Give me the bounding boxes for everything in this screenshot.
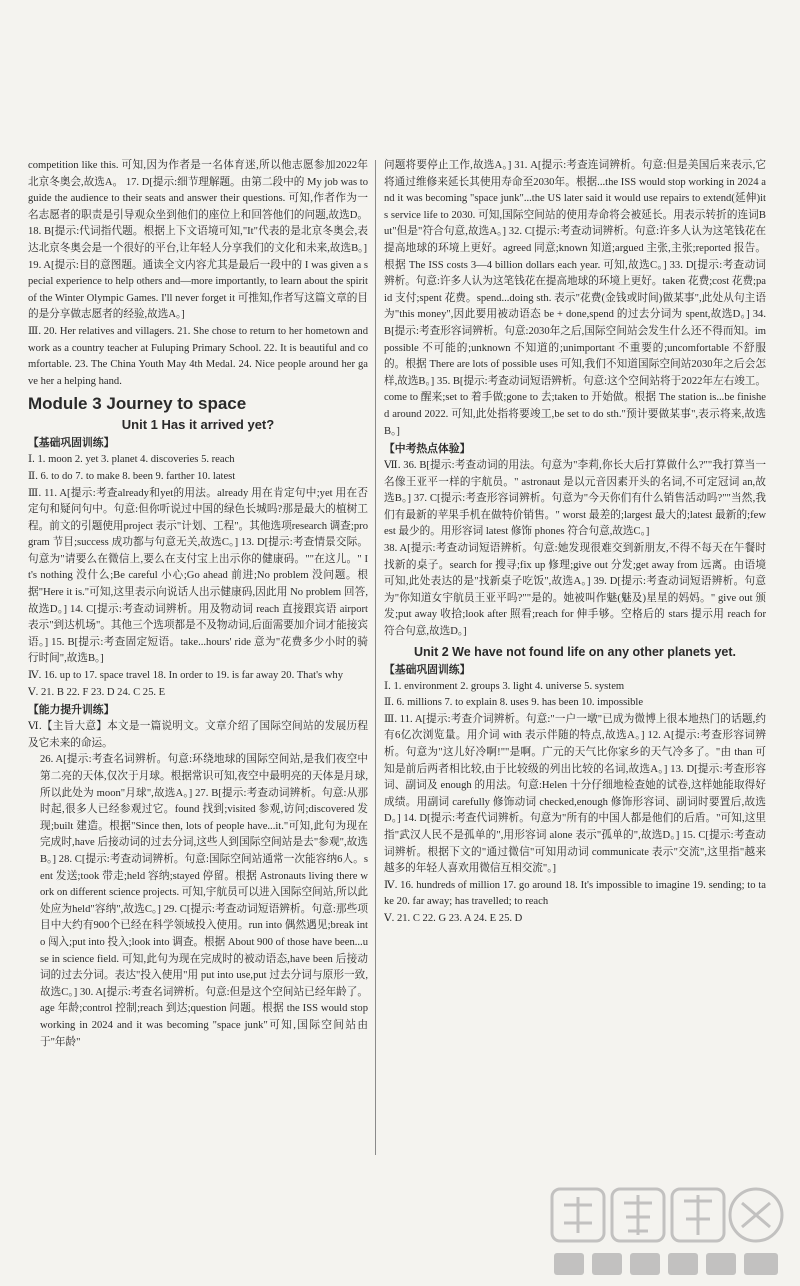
answer-paragraph: competition like this. 可知,因为作者是一名体育迷,所以他志愿参加2022年北京冬奥会,故选A。 17. D[提示:细节理解题。由第二段中的 My job was to guide the audience to their seats and answer their questions. 可知,作者作为一名志愿者的职责是引导观众坐到他们的座位上和回答他们的问题,故选D。 18. B[提示:代词指代题。根据上下文语境可知,"It"代表的是北京冬奥会,表达北京冬奥会是一个很好的平台,让年轻人分享我们的文化和未来,故选B。] bbox=[28, 160, 368, 254]
unit-heading: Unit 1 Has it arrived yet? bbox=[121, 417, 275, 433]
answer-paragraph: Ⅳ. 16. up to 17. space travel 18. In order to 19. is far away 20. That's why bbox=[28, 670, 344, 682]
answer-paragraph: Ⅴ. 21. B 22. F 23. D 24. C 25. E bbox=[28, 686, 166, 698]
answer-paragraph: Ⅶ. 36. B[提示:考查动词的用法。句意为"李莉,你长大后打算做什么?""我打算当一名像王亚平一样的宇航员。" astronaut 是以元音因素开头的名词,不可定冠词 an,故选B。] 37. C[提示:考查形容词辨析。句意为"今天你们有什么销售活动吗?""当然,我们有最新的苹果手机在做特价销售。" worst 最差的;largest 最大的;latest 最新的;fewest 最少的。用形容词 latest 修饰 phones 符合句意,故选C。] bbox=[384, 460, 766, 538]
answer-paragraph: Ⅰ. 1. environment 2. groups 3. light 4. universe 5. system bbox=[384, 680, 625, 692]
answer-paragraph: Ⅲ. 11. A[提示:考查介词辨析。句意:"一户一墩"已成为微博上很本地热门的话题,约有6亿次浏览量。用介词 with 表示伴随的特点,故选A。] 12. A[提示:考查形容词辨析。句意为"这儿好冷啊!""是啊。广元的天气比你家乡的天气冷多了。"由 than 可知是前后两者相比较,由于比较级的列出比较的名词,故选A。] 13. D[提示:考查形容词、副词及 enough 的用法。句意:Helen 十分仔细地检查她的试卷,这样她能取得好成绩。用副词 carefully 修饰动词 checked,enough 修饰形容词、副词时要置后,故选D。] 14. D[提示:考查代词辨析。句意为"所有的中国人都是他们的后盾。"可知,这里指"武汉人民不是孤单的",用形容词 alone 表示"孤单的",故选D。] 15. C[提示:考查动词辨析。根据下文的"通过微信"可知用动词 communicate 表示"交流",这里指"越来越多的年轻人喜欢用微信互相交流"。] bbox=[384, 713, 766, 875]
answer-paragraph: Ⅴ. 21. C 22. G 23. A 24. E 25. D bbox=[384, 912, 523, 924]
module-heading: Module 3 Journey to space bbox=[28, 394, 247, 414]
answer-paragraph: 38. A[提示:考查动词短语辨析。句意:她发现很难交到新朋友,不得不每天在午餐时找新的桌子。search for 搜寻;fix up 修理;give out 分发;get away from 远离。由语境可知,此处表达的是"找新桌子吃饭",故选A。] 39. D[提示:考查动词短语辨析。句意为"你知道女宇航员王亚平吗?""是的。她被叫作魅(魅及)星星的妈妈。" give out 颁发;put away 收拾;look after 照看;reach for 伸手够。空格后的 stars 提示用 reach for 符合句意,故选D。] bbox=[384, 543, 766, 638]
watermark-logo-graphic bbox=[546, 1183, 786, 1281]
right-column bbox=[384, 158, 766, 1153]
section-label: 【能力提升训练】 bbox=[28, 704, 115, 717]
section-label: 【中考热点体验】 bbox=[384, 443, 471, 456]
column-divider bbox=[375, 160, 376, 1155]
answer-paragraph: 26. A[提示:考查名词辨析。句意:环绕地球的国际空间站,是我们夜空中第二亮的天体,仅次于月球。根据常识可知,夜空中最明亮的天体是月球,所以此处为 moon"月球",故选A。] 27. B[提示:考查动词辨析。句意:从那时起,很多人已经参观过它。found 找到;visited 参观,访问;discovered 发现;built 建造。根据"Since then, lots of people have...it."可知,此句为现在完成时,have 后接动词的过去分词,这些人到国际空间站是去"参观",故选B。] 28. C[提示:考查动词辨析。句意:国际空间站通常一次能容纳6人。sent 发送;took 带走;held 容纳;stayed 停留。根据 Astronauts living there work on different science projects. 可知,宇航员可以进入国际空间站,所以此处应为held"容纳",故选C。] 29. C[提示:考查动词短语辨析。句意:那些项目中大约有900个已经在科学领域投入使用。run into 偶然遇见;break into 闯入;put into 投入;look into 调查。根据 About 900 of those have been...use in science field. 可知,此句为现在完成时的被动语态,have been 后接动词的过去分词。表达"投入使用"用 put into use,put 过去分词与原形一致,故选C。] 30. A[提示:考查名词辨析。句意:但是这个空间站已经年龄了。age 年龄;control 控制;reach 到达;question 问题。根据 the ISS would stop working in 2024 and it was becoming "space junk"可知,国际空间站由于"年龄" bbox=[40, 754, 368, 1048]
left-column bbox=[28, 158, 368, 1153]
answer-paragraph: Ⅲ. 11. A[提示:考查already和yet的用法。already 用在肯定句中;yet 用在否定句和疑问句中。句意:但你听说过中国的绿色长城吗?那是最大的植树工程。前文的引题使用project 表示"计划、工程"。其他选项research 调查;program 节目;success 成功都与句意无关,故选C。] 13. D[提示:考查情景交际。句意为"请要么在微信上,要么在支付宝上出示你的健康码。""在这儿。" It's nothing 没什么;Be careful 小心;Go ahead 前进;No problem 没问题。根据"Here it is."可知,这里表示向说话人出示健康码,因此用 No problem 回答,故选D。] 14. C[提示:考查动词辨析。用及物动词 reach 直接跟宾语 airport 表示"到达机场"。其他三个选项都是不及物动词,后面需要加介词才能接宾语。] 15. B[提示:考查固定短语。take...hours' ride 意为"花费多少小时的骑行时间",故选B。] bbox=[28, 487, 368, 665]
watermark-logo bbox=[546, 1183, 786, 1281]
section-label: 【基础巩固训练】 bbox=[28, 437, 115, 450]
answer-paragraph: Ⅳ. 16. hundreds of million 17. go around 18. It's impossible to imagine 19. sending; to take 20. far away; has travelled; to reach bbox=[384, 879, 766, 908]
answer-paragraph: 问题将要停止工作,故选A。] 31. A[提示:考查连词辨析。句意:但是美国后来表示,它将通过维修来延长其使用寿命至2030年。根据...the ISS would stop working in 2024 and it was becoming "space junk"...the US later said it would use repairs to extend(延伸)its service life to 2030. 可知,国际空间站的使用寿命将会被延长。用表示转折的连词But"但是"符合句意,故选A。] 32. C[提示:考查动词辨析。句意:许多人认为这笔钱花在提高地球的环境上更好。agreed 同意;known 知道;argued 主张,主张;reported 报告。根据 The ISS costs 3—4 billion dollars each year. 可知,故选C。] 33. D[提示:考查动词辨析。句意:许多人认为这笔钱花在提高地球的环境上更好。taken 花费;cost 花费;paid 支付;spent 花费。spend...doing sth. 表示"花费(金钱或时间)做某事",此处从句主语为"this money",因此要用被动语态 be + done,spend 的过去分词为 spent,故选D。] 34. B[提示:考查形容词辨析。句意:2030年之后,国际空间站会发生什么还不得而知。impossible 不可能的;unknown 不知道的;unimportant 不重要的;uncomfortable 不舒服的。根据 There are lots of possible uses 可知,我们不知道国际空间站2030年之后会怎样,故选B。] 35. B[提示:考查动词短语辨析。句意:这个空间站将于2022年左右竣工。come to 醒来;set to 着手做;gone to 去;taken to 开始做。根据 The station is...be finished around 2022. 可知,此处指将要竣工,be set to do sth."预计要做某事",表示将来,故选B。] bbox=[384, 160, 766, 437]
answer-paragraph: Ⅱ. 6. to do 7. to make 8. been 9. farther 10. latest bbox=[28, 470, 236, 482]
answer-paragraph: Ⅵ.【主旨大意】本文是一篇说明文。文章介绍了国际空间站的发展历程及它未来的命运。 bbox=[28, 721, 368, 749]
answer-paragraph: 19. A[提示:目的意图题。通读全文内容尤其是最后一段中的 I was given a special experience to help others and—more importantly, to learn about the spirit of the Winter Olympic Games. I'll never forget it 可推知,作者写这篇文章的目的是分享做志愿者的经验,故选A。] bbox=[28, 259, 368, 321]
section-label: 【基础巩固训练】 bbox=[384, 663, 471, 676]
answer-paragraph: Ⅰ. 1. moon 2. yet 3. planet 4. discoveries 5. reach bbox=[28, 454, 235, 466]
unit-heading: Unit 2 We have not found life on any other planets yet. bbox=[413, 644, 737, 659]
answer-paragraph: Ⅱ. 6. millions 7. to explain 8. uses 9. has been 10. impossible bbox=[384, 697, 644, 709]
answer-paragraph: Ⅲ. 20. Her relatives and villagers. 21. She chose to return to her hometown and work as a country teacher at Fuluping Primary School. 22. It is beautiful and comfortable. 23. The China Youth May 4th Medal. 24. Nice people around her gave her a helping hand. bbox=[28, 325, 368, 387]
